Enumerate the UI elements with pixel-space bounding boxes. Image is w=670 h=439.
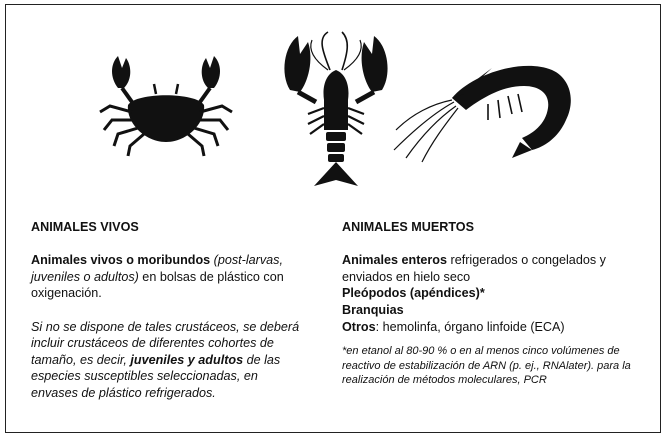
- live-animals-paragraph-1: [31, 252, 303, 302]
- lobster-icon: [278, 30, 394, 190]
- shrimp-icon: [392, 54, 578, 164]
- live-animals-paragraph-2: [31, 319, 303, 402]
- live-animals-heading: ANIMALES VIVOS: [31, 220, 139, 234]
- others-rest: : hemolinfa, órgano linfoide (ECA): [375, 319, 565, 334]
- others-bold: Otros: [342, 319, 376, 334]
- live-animals-column: [31, 219, 303, 402]
- whole-animals-bold: Animales enteros: [342, 253, 447, 268]
- dead-animals-line-3: Branquias: [342, 302, 404, 317]
- footnote: *en etanol al 80-90 % o en al menos cinco volúmenes de reactivo de estabilización de ARN (p. ej., RNAlater). para la realización de métodos moleculares, PCR: [342, 345, 631, 386]
- dead-animals-heading: ANIMALES MUERTOS: [342, 220, 475, 234]
- live-animals-rest: en bolsas de plástico con oxigenación.: [31, 269, 284, 301]
- whole-animals-rest: refrigerados o congelados y enviados en hielo seco: [342, 253, 606, 284]
- live-animals-p2-end: de las especies susceptibles seleccionadas, en envases de plástico refrigerados.: [31, 352, 281, 400]
- dead-animals-line-4: [342, 319, 632, 336]
- dead-animals-line-2: Pleópodos (apéndices)*: [342, 286, 485, 301]
- live-animals-bold: Animales vivos o moribundos: [31, 253, 211, 268]
- dead-animals-column: [342, 219, 632, 387]
- dead-animals-line-1: [342, 252, 632, 285]
- live-animals-italic: (post-larvas, juveniles o adultos): [31, 253, 283, 284]
- live-animals-p2-start: Si no se dispone de tales crustáceos, se deberá incluir crustáceos de diferentes cohortes de tamaño, es decir,: [31, 319, 300, 367]
- crab-icon: [96, 50, 236, 158]
- live-animals-p2-emphasis: juveniles y adultos: [130, 352, 244, 367]
